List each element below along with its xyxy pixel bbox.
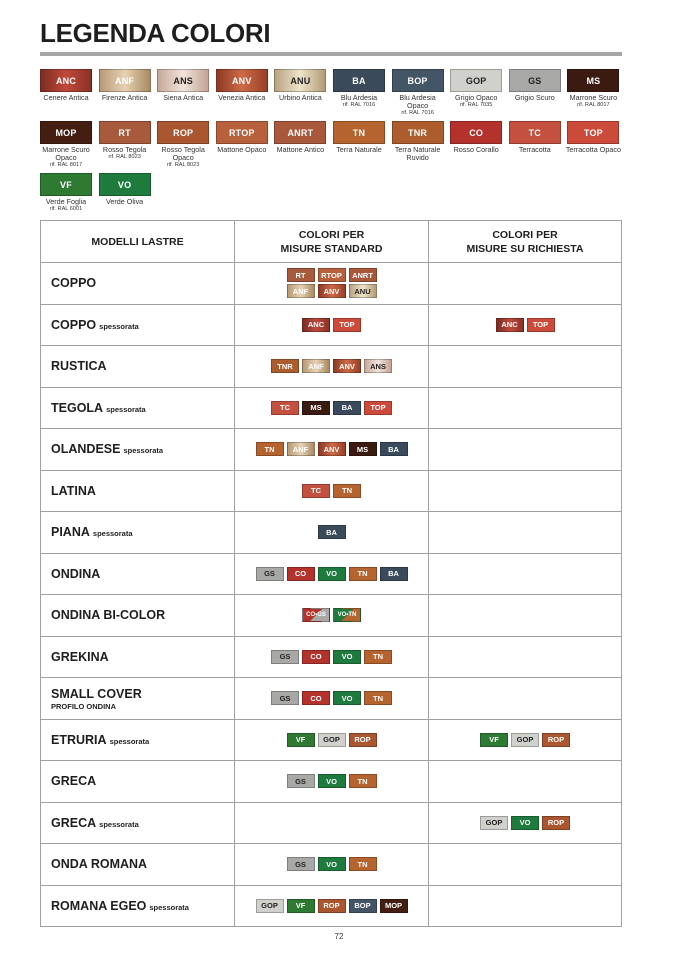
color-chip: BA — [380, 442, 408, 456]
color-chip-row — [256, 567, 408, 581]
standard-colors-cell — [235, 844, 429, 885]
model-name: ETRURIA — [51, 732, 107, 747]
ral-reference: rif. RAL 8023 — [166, 162, 200, 168]
page-number: 72 — [334, 932, 344, 941]
table-row — [41, 636, 621, 678]
color-swatch: VO — [99, 173, 151, 196]
color-chip-row — [302, 608, 361, 622]
color-chip-row — [287, 857, 377, 871]
color-chip: CO — [302, 691, 330, 705]
color-chip: GOP — [256, 899, 284, 913]
color-chip-row — [271, 401, 392, 415]
color-chip: ANF — [287, 284, 315, 298]
color-chip-row — [480, 816, 570, 830]
legend-item — [213, 69, 271, 102]
custom-colors-cell — [429, 637, 621, 678]
color-chip: BOP — [349, 899, 377, 913]
model-variant: spessorata — [109, 736, 150, 746]
model-variant: spessorata — [99, 321, 139, 331]
color-chip-row — [256, 899, 408, 913]
model-name: COPPO — [51, 317, 97, 332]
color-chip-row — [480, 733, 570, 747]
model-name: COPPO — [51, 276, 97, 291]
custom-colors-cell — [429, 720, 621, 761]
color-swatch: CO — [450, 121, 502, 144]
color-chip: TN — [349, 567, 377, 581]
color-chip: RT — [287, 268, 315, 282]
legend-item — [564, 121, 622, 154]
model-cell — [41, 761, 235, 802]
color-name: Grigio Scuro — [514, 93, 555, 102]
ral-reference: rif. RAL 8017 — [49, 162, 83, 168]
color-chip: VO — [333, 691, 361, 705]
custom-colors-cell — [429, 429, 621, 470]
model-name: OLANDESE — [51, 442, 121, 457]
model-cell — [41, 844, 235, 885]
standard-colors-cell — [235, 346, 429, 387]
color-name: Marrone Scuro Opaco — [42, 145, 90, 162]
color-chip-row — [302, 318, 361, 332]
color-chip: MS — [349, 442, 377, 456]
color-chip: GS — [287, 774, 315, 788]
color-chip: BA — [333, 401, 361, 415]
table-row — [41, 553, 621, 595]
standard-colors-cell — [235, 720, 429, 761]
color-name: Terra Naturale — [336, 145, 382, 154]
custom-colors-cell — [429, 886, 621, 927]
model-name: GREKINA — [51, 649, 109, 664]
color-name: Siena Antica — [163, 93, 204, 102]
model-name: ONDINA BI-COLOR — [51, 608, 166, 623]
color-chip: VO — [511, 816, 539, 830]
custom-colors-cell — [429, 554, 621, 595]
color-chip: CO•GS — [302, 608, 330, 622]
model-cell — [41, 803, 235, 844]
standard-colors-cell — [235, 595, 429, 636]
color-chip: TNR — [271, 359, 299, 373]
color-chip-row — [287, 284, 377, 298]
color-chip: VF — [287, 899, 315, 913]
legend-item — [447, 121, 505, 154]
color-chip: CO — [287, 567, 315, 581]
color-chip-row — [318, 525, 346, 539]
color-chip: TN — [256, 442, 284, 456]
color-chip: VO•TN — [333, 608, 361, 622]
standard-colors-cell — [235, 886, 429, 927]
model-variant: spessorata — [149, 902, 189, 912]
color-name: Rosso Tegola Opaco — [161, 145, 205, 162]
model-cell — [41, 305, 235, 346]
custom-colors-cell — [429, 678, 621, 719]
color-name: Blu Ardesia — [340, 93, 378, 102]
model-cell — [41, 720, 235, 761]
color-chip-row — [302, 484, 361, 498]
model-cell — [41, 886, 235, 927]
model-variant: spessorata — [92, 529, 133, 539]
legend-item — [154, 121, 212, 169]
color-chip: VF — [480, 733, 508, 747]
color-chip: RTOP — [318, 268, 346, 282]
color-swatch: ANV — [216, 69, 268, 92]
color-chip: TC — [271, 401, 299, 415]
legend-item — [271, 69, 329, 102]
model-cell — [41, 595, 235, 636]
color-chip: ANF — [302, 359, 330, 373]
standard-colors-cell — [235, 678, 429, 719]
color-name: Grigio Opaco — [455, 93, 498, 102]
page-title: LEGENDA COLORI — [40, 18, 271, 48]
color-chip: GS — [256, 567, 284, 581]
color-name: Rosso Tegola — [102, 145, 147, 154]
model-cell — [41, 429, 235, 470]
table-row — [41, 387, 621, 429]
color-chip: ANRT — [349, 268, 377, 282]
table-row — [41, 677, 621, 719]
models-color-table — [40, 220, 622, 927]
color-chip: MS — [302, 401, 330, 415]
ral-reference: rif. RAL 8017 — [577, 102, 610, 108]
model-name: RUSTICA — [51, 359, 107, 374]
color-swatch: RT — [99, 121, 151, 144]
legend-item — [37, 173, 95, 213]
model-name: LATINA — [51, 483, 96, 498]
color-chip-row — [287, 774, 377, 788]
table-row — [41, 719, 621, 761]
color-name: Cenere Antica — [43, 93, 89, 102]
color-swatch: BOP — [392, 69, 444, 92]
color-swatch: MS — [567, 69, 619, 92]
color-swatch: GOP — [450, 69, 502, 92]
color-name: Verde Oliva — [106, 197, 144, 206]
model-cell — [41, 388, 235, 429]
color-chip: TN — [333, 484, 361, 498]
color-chip: ROP — [349, 733, 377, 747]
table-row — [41, 304, 621, 346]
model-name: ROMANA EGEO — [51, 898, 147, 913]
color-name: Mattone Opaco — [217, 145, 267, 154]
color-chip: ROP — [542, 733, 570, 747]
color-name: Terracotta — [518, 145, 551, 154]
model-cell — [41, 263, 235, 304]
model-profile: PROFILO ONDINA — [51, 702, 116, 712]
color-chip: CO — [302, 650, 330, 664]
custom-colors-cell — [429, 388, 621, 429]
custom-colors-cell — [429, 305, 621, 346]
color-chip: ANV — [318, 284, 346, 298]
ral-reference: rif. RAL 7016 — [401, 110, 434, 116]
model-variant: spessorata — [123, 446, 164, 456]
standard-colors-cell — [235, 263, 429, 304]
legend-item — [389, 121, 447, 162]
legend-item — [330, 121, 388, 154]
table-row — [41, 262, 621, 304]
color-chip-row — [256, 442, 408, 456]
ral-reference: rif. RAL 7035 — [459, 102, 493, 108]
color-name: Firenze Antica — [101, 93, 148, 102]
color-swatch: TNR — [392, 121, 444, 144]
color-swatch: TOP — [567, 121, 619, 144]
legend-item — [154, 69, 212, 102]
color-chip: BA — [380, 567, 408, 581]
color-chip: BA — [318, 525, 346, 539]
color-chip: VO — [318, 774, 346, 788]
custom-colors-cell — [429, 471, 621, 512]
color-swatch: RTOP — [216, 121, 268, 144]
color-chip: ANV — [318, 442, 346, 456]
legend-item — [389, 69, 447, 117]
color-swatch: ANF — [99, 69, 151, 92]
ral-reference: rif. RAL 7016 — [342, 102, 376, 108]
custom-colors-cell — [429, 263, 621, 304]
standard-colors-cell — [235, 512, 429, 553]
color-chip: TC — [302, 484, 330, 498]
color-chip: TN — [349, 774, 377, 788]
color-chip: TOP — [364, 401, 392, 415]
color-chip: ANV — [333, 359, 361, 373]
header-standard — [235, 221, 429, 262]
color-swatch: GS — [509, 69, 561, 92]
standard-colors-cell — [235, 761, 429, 802]
color-chip: GOP — [480, 816, 508, 830]
color-swatch: ROP — [157, 121, 209, 144]
color-chip: VO — [318, 567, 346, 581]
color-chip: TOP — [527, 318, 555, 332]
color-name: Venezia Antica — [218, 93, 266, 102]
header-custom-line2: MISURE SU RICHIESTA — [466, 242, 584, 255]
model-cell — [41, 471, 235, 512]
color-swatch: BA — [333, 69, 385, 92]
color-chip: GS — [271, 650, 299, 664]
standard-colors-cell — [235, 429, 429, 470]
color-swatch: VF — [40, 173, 92, 196]
color-chip-row — [287, 733, 377, 747]
color-chip-row — [496, 318, 555, 332]
table-row — [41, 760, 621, 802]
color-chip-row — [271, 359, 392, 373]
model-variant: spessorata — [106, 404, 146, 414]
legend-item — [213, 121, 271, 154]
standard-colors-cell — [235, 388, 429, 429]
title-divider — [40, 52, 622, 56]
custom-colors-cell — [429, 844, 621, 885]
color-name: Blu Ardesia Opaco — [399, 93, 436, 110]
header-standard-line1: COLORI PER — [298, 228, 365, 241]
color-chip: ANC — [302, 318, 330, 332]
table-row — [41, 843, 621, 885]
legend-item — [37, 69, 95, 102]
legend-item — [447, 69, 505, 109]
custom-colors-cell — [429, 346, 621, 387]
color-chip: GOP — [511, 733, 539, 747]
model-name: ONDINA — [51, 566, 101, 581]
color-name: Verde Foglia — [45, 197, 87, 206]
table-row — [41, 428, 621, 470]
color-chip: ROP — [542, 816, 570, 830]
table-row — [41, 470, 621, 512]
legend-item — [564, 69, 622, 109]
legend-item — [330, 69, 388, 109]
color-swatch: ANU — [274, 69, 326, 92]
model-name: GRECA — [51, 774, 97, 789]
custom-colors-cell — [429, 595, 621, 636]
color-chip: TN — [349, 857, 377, 871]
legend-item — [506, 121, 564, 154]
table-row — [41, 802, 621, 844]
table-row — [41, 511, 621, 553]
color-chip-row — [271, 650, 392, 664]
header-custom — [429, 221, 621, 262]
color-swatch: TC — [509, 121, 561, 144]
standard-colors-cell — [235, 803, 429, 844]
color-swatch: ANRT — [274, 121, 326, 144]
header-custom-line1: COLORI PER — [492, 228, 558, 241]
color-swatch: ANS — [157, 69, 209, 92]
color-chip: ANC — [496, 318, 524, 332]
color-chip: GOP — [318, 733, 346, 747]
model-name: GRECA — [51, 815, 97, 830]
model-cell — [41, 346, 235, 387]
standard-colors-cell — [235, 305, 429, 346]
model-cell — [41, 678, 235, 719]
model-name: ONDA ROMANA — [51, 857, 148, 872]
color-chip: MOP — [380, 899, 408, 913]
color-name: Rosso Corallo — [453, 145, 499, 154]
color-chip-row — [271, 691, 392, 705]
color-chip: ANS — [364, 359, 392, 373]
legend-item — [96, 121, 154, 161]
custom-colors-cell — [429, 512, 621, 553]
color-chip: GS — [271, 691, 299, 705]
ral-reference: rif. RAL 6001 — [49, 206, 83, 212]
color-chip: TN — [364, 691, 392, 705]
color-swatch: MOP — [40, 121, 92, 144]
table-row — [41, 885, 621, 927]
color-chip: VF — [287, 733, 315, 747]
table-header-row — [41, 221, 621, 262]
color-chip: GS — [287, 857, 315, 871]
color-chip: ROP — [318, 899, 346, 913]
color-chip: ANF — [287, 442, 315, 456]
color-name: Mattone Antico — [276, 145, 325, 154]
ral-reference: rif. RAL 8023 — [108, 154, 141, 160]
color-swatch: ANC — [40, 69, 92, 92]
header-standard-line2: MISURE STANDARD — [280, 242, 383, 255]
model-variant: spessorata — [99, 819, 139, 829]
color-chip: VO — [333, 650, 361, 664]
legend-item — [37, 121, 95, 169]
legend-item — [96, 173, 154, 206]
model-name: PIANA — [51, 525, 90, 540]
standard-colors-cell — [235, 554, 429, 595]
color-name: Terracotta Opaco — [565, 145, 621, 154]
model-cell — [41, 512, 235, 553]
model-cell — [41, 637, 235, 678]
color-chip: VO — [318, 857, 346, 871]
color-name: Urbino Antica — [279, 93, 322, 102]
standard-colors-cell — [235, 471, 429, 512]
header-models: MODELLI LASTRE — [41, 221, 235, 262]
color-chip: TOP — [333, 318, 361, 332]
color-chip-row — [287, 268, 377, 282]
model-name: TEGOLA — [51, 400, 104, 415]
model-cell — [41, 554, 235, 595]
model-name: SMALL COVER — [51, 687, 142, 702]
color-name: Terra Naturale Ruvido — [394, 145, 441, 162]
legend-item — [506, 69, 564, 102]
color-swatch: TN — [333, 121, 385, 144]
custom-colors-cell — [429, 803, 621, 844]
color-chip: ANU — [349, 284, 377, 298]
color-name: Marrone Scuro — [569, 93, 618, 102]
standard-colors-cell — [235, 637, 429, 678]
color-chip: TN — [364, 650, 392, 664]
table-row — [41, 345, 621, 387]
custom-colors-cell — [429, 761, 621, 802]
legend-item — [96, 69, 154, 102]
legend-item — [271, 121, 329, 154]
table-row — [41, 594, 621, 636]
